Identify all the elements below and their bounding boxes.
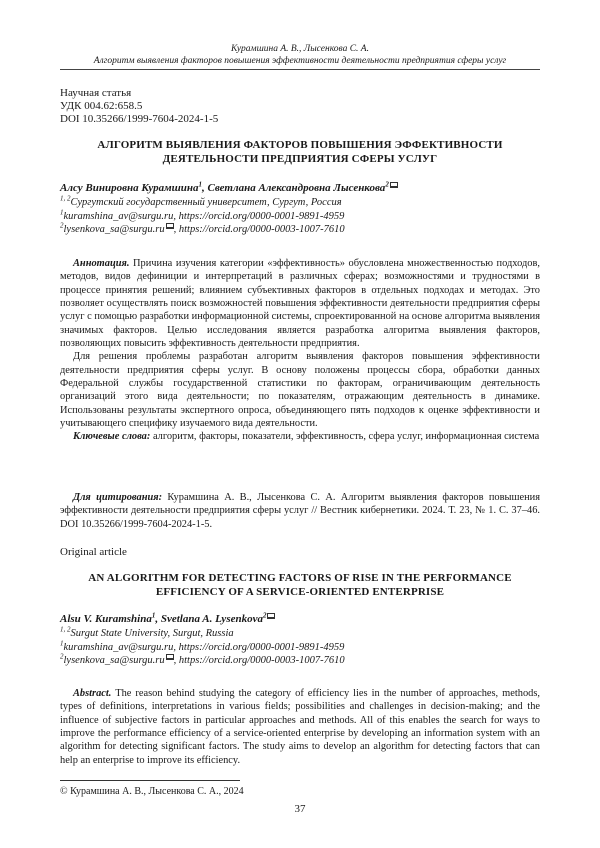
ru-contact1-sup: 1 — [60, 208, 64, 217]
ru-article-type: Научная статья — [60, 87, 132, 99]
ru-affiliation: Сургутский государственный университет, Сургут, Россия — [70, 197, 342, 208]
ru-contact-2-orcid[interactable]: , https://orcid.org/0000-0003-1007-7610 — [173, 224, 345, 236]
running-head — [60, 43, 540, 70]
en-author-1-sup: 1 — [151, 611, 156, 620]
running-head-authors: Курамшина А. В., Лысенкова С. А. — [231, 44, 369, 54]
ru-abstract-paragraph-2: Для решения проблемы разработан алгоритм выявления факторов повышения эффективности деятельности предприятия сферы услуг. В основу положены процессы сбора, обработки данных Федеральной службы государственной статистики по факторам, ограничивающим деятельность организаций этого вида деятельности; по показателям, отражающим деятельность в динамике. Использованы результаты экспертного опроса, объединяющего пять подходов к оценке эффективности и учитывающего специфику изучаемого вида деятельности. — [60, 351, 540, 430]
en-aff-sup: 1, 2 — [60, 625, 71, 634]
ru-abstract-label: Аннотация. — [73, 258, 130, 269]
footnote-rule — [60, 780, 240, 781]
ru-author-1-sup: 1 — [198, 180, 203, 189]
en-affiliations — [60, 627, 540, 668]
en-authors: Alsu V. Kuramshina$^1$, Svetlana A. Lysenkova$^2$ — [60, 612, 540, 626]
ru-article-title: АЛГОРИТМ ВЫЯВЛЕНИЯ ФАКТОРОВ ПОВЫШЕНИЯ ЭФФЕКТИВНОСТИ ДЕЯТЕЛЬНОСТИ ПРЕДПРИЯТИЯ СФЕРЫ УСЛУГ — [97, 139, 503, 165]
ru-contact-2-email[interactable]: lysenkova_sa@surgu.ru — [63, 224, 165, 236]
ru-authors: Алсу Винировна Курамшина$^1$, Светлана Александровна Лысенкова$^2$ — [60, 181, 540, 195]
ru-cite-text: Курамшина А. В., Лысенкова С. А. Алгоритм выявления факторов повышения эффективности деятельности предприятия сферы услуг // Вестник кибернетики. 2024. Т. 23, № 1. С. 37–46. DOI 10.35266/1999-7604-2024-1-5. — [60, 492, 540, 530]
en-abstract — [60, 687, 540, 767]
en-contact-2-orcid[interactable]: , https://orcid.org/0000-0003-1007-7610 — [173, 655, 345, 667]
ru-abstract-text-1: Причина изучения категории «эффективность» обусловлена множественностью подходов, методов, видов дефиниции и интерпретаций в различных сферах; возможностями и трудностями в процессе принятия решений; влиянием субъективных факторов в отдельных подходах и методах. Это позволяет осуществлять поиск возможностей повышения эффективности деятельности предприятия сферы услуг с помощью разработки информационной системы, спроектированной на основе алгоритма выявления значимых факторов. Целью исследования является разработка алгоритма выявления факторов, позволяющих повысить эффективность деятельности предприятия. — [60, 258, 540, 350]
en-article-type: Original article — [60, 546, 127, 558]
en-author-1: Alsu V. Kuramshina — [60, 613, 152, 625]
ru-contact-1[interactable]: kuramshina_av@surgu.ru, https://orcid.org/0000-0001-9891-4959 — [63, 210, 345, 222]
envelope-icon — [267, 613, 275, 619]
en-abstract-label: Abstract. — [73, 688, 112, 699]
en-contact-2-email[interactable]: lysenkova_sa@surgu.ru — [63, 655, 165, 667]
copyright-footnote: © Курамшина А. В., Лысенкова С. А., 2024 — [60, 786, 244, 797]
en-contact2-sup: 2 — [60, 652, 64, 661]
ru-keywords-text: алгоритм, факторы, показатели, эффективность, сфера услуг, информационная система — [152, 431, 540, 443]
ru-article-meta — [60, 87, 540, 127]
ru-abstract-paragraph-1 — [60, 257, 540, 350]
ru-author-2: Светлана Александровна Лысенкова — [207, 182, 386, 194]
en-author-2: Svetlana A. Lysenkova — [160, 613, 263, 625]
ru-udk: УДК 004.62:658.5 — [60, 100, 143, 113]
en-contact1-sup: 1 — [60, 639, 64, 648]
ru-author-2-sup: 2 — [385, 180, 389, 189]
ru-abstract — [60, 257, 540, 444]
en-author-2-sup: 2 — [262, 611, 267, 620]
ru-author-1: Алсу Винировна Курамшина — [60, 182, 199, 194]
running-head-title: Алгоритм выявления факторов повышения эффективности деятельности предприятия сферы услуг — [93, 56, 507, 66]
en-abstract-text: The reason behind studying the category of efficiency lies in the number of approaches, methods, types of definitions, interpretations in various fields; possibilities and challenges in decision-making; and the influence of subjective factors in particular approaches and methods. All of this enables the search for ways to improve the performance efficiency of a service-oriented enterprise by developing an information system with an algorithm for detecting significant factors. The study aims to develop an algorithm for detecting factors that can help an enterprise to improve its efficiency. — [60, 688, 540, 766]
ru-contact2-sup: 2 — [60, 221, 64, 230]
en-abstract-paragraph — [60, 687, 540, 767]
ru-keywords — [60, 430, 540, 443]
envelope-icon — [166, 654, 174, 660]
ru-aff-sup: 1, 2 — [60, 194, 71, 203]
ru-affiliations — [60, 196, 540, 237]
page-number: 37 — [294, 803, 306, 815]
ru-doi: DOI 10.35266/1999-7604-2024-1-5 — [60, 113, 219, 126]
envelope-icon — [390, 182, 398, 188]
en-contact-1[interactable]: kuramshina_av@surgu.ru, https://orcid.org/0000-0001-9891-4959 — [63, 641, 345, 653]
ru-cite-label: Для цитирования: — [73, 492, 163, 503]
en-affiliation: Surgut State University, Surgut, Russia — [70, 628, 234, 639]
en-article-title: AN ALGORITHM FOR DETECTING FACTORS OF RISE IN THE PERFORMANCE EFFICIENCY OF A SERVICE-ORIENTED ENTERPRISE — [88, 572, 512, 598]
ru-citation-paragraph — [60, 491, 540, 531]
envelope-icon — [166, 223, 174, 229]
ru-keywords-label: Ключевые слова: — [73, 431, 151, 443]
ru-citation — [60, 491, 540, 531]
